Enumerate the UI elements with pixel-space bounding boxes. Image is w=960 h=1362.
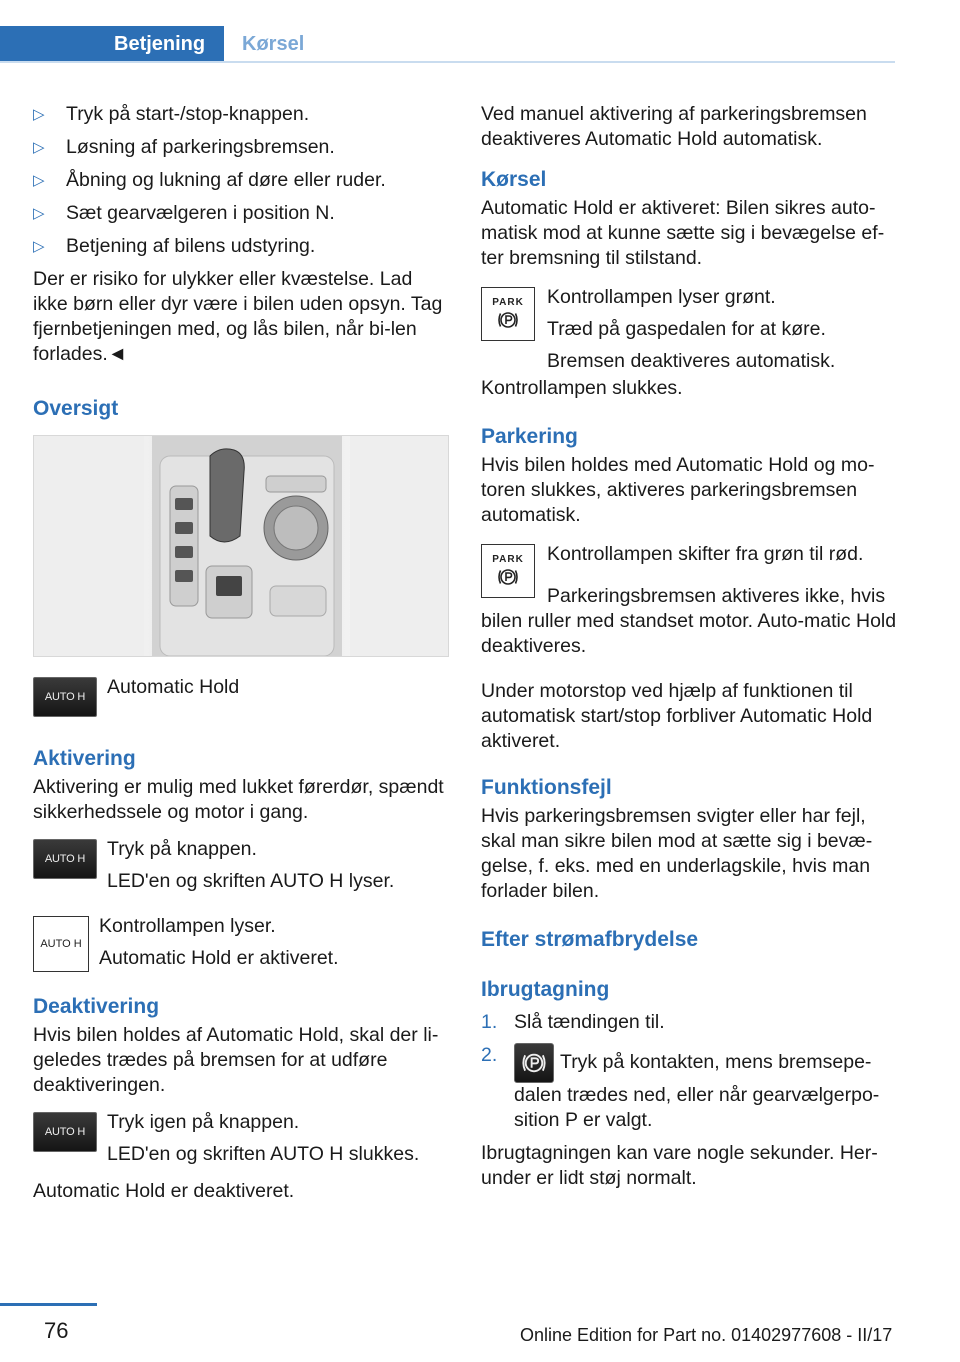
list-item: ▷ Sæt gearvælgeren i position N.	[33, 202, 335, 224]
activation-steps	[33, 837, 449, 894]
tab-betjening[interactable]: Betjening	[0, 26, 224, 62]
commissioning-steps	[481, 1010, 897, 1133]
activation-text: Aktivering er mulig med lukket førerdør, spændt sikkerhedssele og motor i gang.	[33, 776, 444, 823]
auto-h-button-icon: AUTO H	[33, 839, 97, 879]
bullet-triangle-icon: ▷	[33, 106, 45, 123]
driving-heading: Kørsel	[481, 168, 547, 191]
lamp-text-1: Kontrollampen lyser.	[99, 915, 276, 937]
bullet-triangle-icon: ▷	[33, 205, 45, 222]
driving-lamp-1: Kontrollampen lyser grønt.	[547, 286, 776, 308]
list-item: ▷ Tryk på start-/stop-knappen.	[33, 103, 310, 125]
commissioning-heading: Ibrugtagning	[481, 978, 610, 1001]
bullet-triangle-icon: ▷	[33, 139, 45, 156]
deactivation-steps	[33, 1110, 449, 1167]
edition-label: Online Edition for Part no. 01402977608 - II/17	[520, 1325, 893, 1345]
parking-brake-symbol-icon	[497, 309, 519, 331]
activation-step-1: Tryk på knappen.	[107, 838, 257, 860]
closing-text: Ibrugtagningen kan vare nogle sekunder. Her‐under er lidt støj normalt.	[481, 1142, 878, 1189]
list-item: 1. Slå tændingen til.	[481, 1011, 665, 1033]
fault-text: Hvis parkeringsbremsen svigter eller har fejl, skal man sikre bilen mod at sætte sig i bevæ‐gelse, f. eks. med en underlagskile, hvis man forlader bilen.	[481, 805, 873, 902]
activation-step-2: LED'en og skriften AUTO H lyser.	[107, 870, 395, 892]
list-item: ▷ Løsning af parkeringsbremsen.	[33, 136, 335, 158]
deactivation-heading: Deaktivering	[33, 995, 160, 1018]
driving-lamp-2: Træd på gaspedalen for at køre.	[547, 318, 826, 340]
power-heading: Efter strømafbrydelse	[481, 928, 699, 951]
activation-lamp-row	[33, 914, 449, 971]
park-indicator-lamp-icon: PARK	[481, 544, 535, 598]
parking-lamp-2: Parkeringsbremsen aktiveres ikke, hvis bilen ruller med standset motor. Auto‐matic Hold deaktiveres.	[481, 585, 897, 657]
deactivation-text: Hvis bilen holdes af Automatic Hold, skal der li‐geledes trædes på bremsen for at udføre deaktiveringen.	[33, 1024, 439, 1096]
auto-h-button-icon: AUTO H	[33, 1112, 97, 1152]
header-rule	[0, 61, 895, 63]
parking-text: Hvis bilen holdes med Automatic Hold og mo‐toren slukkes, aktiveres parkeringsbremsen automatisk.	[481, 454, 875, 526]
deactivated-text: Automatic Hold er deaktiveret.	[33, 1180, 295, 1202]
deactivation-step-2: LED'en og skriften AUTO H slukkes.	[107, 1143, 420, 1165]
auto-hold-caption-row	[33, 675, 449, 715]
activation-heading: Aktivering	[33, 747, 136, 770]
photo-caption: Automatic Hold	[107, 676, 240, 698]
intro-text: Ved manuel aktivering af parkeringsbremsen deaktiveres Automatic Hold automatisk.	[481, 103, 867, 150]
console-illustration	[34, 436, 448, 656]
lamp-text-2: Automatic Hold er aktiveret.	[99, 947, 339, 969]
park-indicator-lamp-icon: PARK	[481, 287, 535, 341]
left-column	[33, 102, 449, 1204]
tab-korsel[interactable]: Kørsel	[242, 33, 305, 55]
parking-heading: Parkering	[481, 425, 578, 448]
bullet-triangle-icon: ▷	[33, 172, 45, 189]
footer-rule	[0, 1303, 97, 1306]
motorstop-text: Under motorstop ved hjælp af funktionen til automatisk start/stop forbliver Automatic Hold aktiveret.	[481, 680, 873, 752]
list-item: ▷ Betjening af bilens udstyring.	[33, 235, 316, 257]
driving-lamp-row	[481, 285, 897, 374]
center-console-photo	[33, 435, 449, 657]
right-column	[481, 102, 897, 1191]
overview-heading: Oversigt	[33, 397, 119, 420]
list-item: 2. Tryk på kontakten, mens bremsepe‐dalen trædes ned, eller når gearvælgerpo‐sition P er valgt.	[481, 1044, 880, 1131]
fault-heading: Funktionsfejl	[481, 776, 612, 799]
page-number: 76	[44, 1318, 69, 1343]
bullet-list	[33, 102, 449, 259]
deactivation-step-1: Tryk igen på knappen.	[107, 1111, 300, 1133]
driving-text: Automatic Hold er aktiveret: Bilen sikres auto‐matisk mod at kunne sætte sig i bevægelse ef‐ter bremsning til stilstand.	[481, 197, 885, 269]
parking-brake-switch-icon	[514, 1043, 554, 1083]
parking-lamp-row	[481, 542, 897, 582]
bullet-triangle-icon: ▷	[33, 238, 45, 255]
driving-lamp-3: Bremsen deaktiveres automatisk.	[547, 350, 836, 372]
auto-h-indicator-lamp-icon: AUTO H	[33, 916, 89, 972]
driving-after: Kontrollampen slukkes.	[481, 377, 683, 399]
warning-text: Der er risiko for ulykker eller kvæstelse. Lad ikke børn eller dyr være i bilen uden opsyn. Tag fjernbetjeningen med, og lås bilen, når bi‐len forlades.◄	[33, 268, 443, 365]
parking-lamp-1: Kontrollampen skifter fra grøn til rød.	[547, 543, 864, 565]
list-item: ▷ Åbning og lukning af døre eller ruder.	[33, 169, 386, 191]
parking-brake-symbol-icon	[497, 566, 519, 588]
auto-h-button-icon: AUTO H	[33, 677, 97, 717]
